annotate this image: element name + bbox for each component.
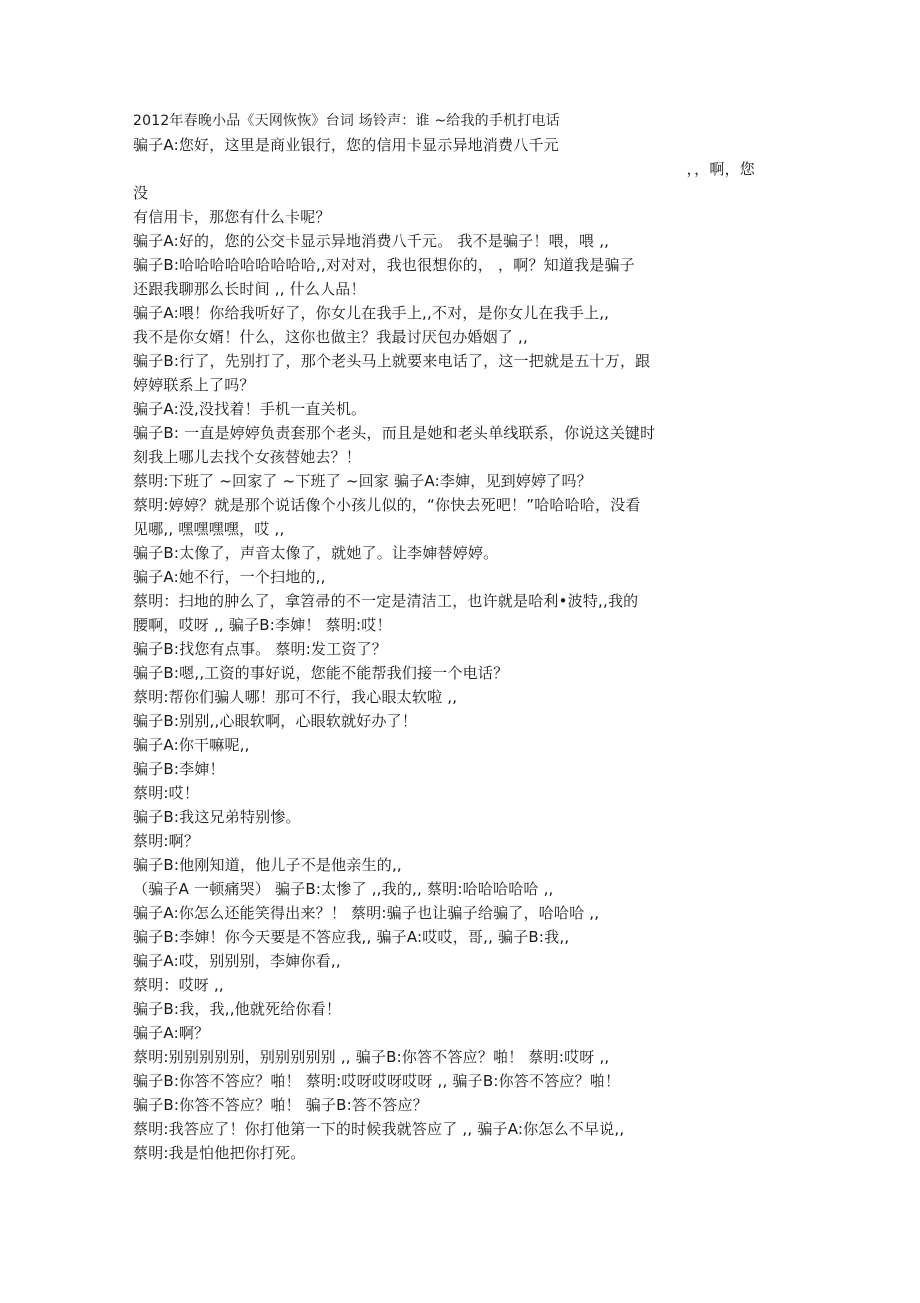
text-line: 蔡明:婷婷？就是那个说话像个小孩儿似的，“你快去死吧！”哈哈哈哈，没看 xyxy=(133,496,641,514)
text-line: 骗子B:他刚知道，他儿子不是他亲生的,, xyxy=(133,856,402,874)
document-body xyxy=(133,109,773,1165)
text-line: 骗子B:太像了，声音太像了，就她了。让李婶替婷婷。 xyxy=(133,544,499,562)
text-line: 我不是你女婿！什么，这你也做主？我最讨厌包办婚姻了 ,, xyxy=(133,328,528,346)
document-title: 2012年春晚小品《天网恢恢》台词 场铃声：谁 ~给我的手机打电话 xyxy=(133,113,560,129)
text-line: 骗子B: 一直是婷婷负责套那个老头，而且是她和老头单线联系，你说这关键时 xyxy=(133,424,656,442)
text-line: 骗子B:找您有点事。 蔡明:发工资了？ xyxy=(133,640,387,658)
text-line: 蔡明:下班了 ~回家了 ~下班了 ~回家 骗子A:李婶，见到婷婷了吗？ xyxy=(133,472,592,490)
text-line: 蔡明:啊？ xyxy=(133,832,200,850)
text-line: 骗子A:您好，这里是商业银行，您的信用卡显示异地消费八千元 xyxy=(133,136,559,154)
text-line: 骗子A:喂！你给我听好了，你女儿在我手上,,不对，是你女儿在我手上,, xyxy=(133,304,610,322)
text-line: 骗子B:行了，先别打了，那个老头马上就要来电话了，这一把就是五十万，跟 xyxy=(133,352,651,370)
text-line: 蔡明:我答应了！你打他第一下的时候我就答应了 ,, 骗子A:你怎么不早说,, xyxy=(133,1120,625,1138)
text-line: 蔡明：哎呀 ,, xyxy=(133,976,224,994)
text-line: 婷婷联系上了吗？ xyxy=(133,376,255,394)
text-line: 骗子B:李婶！你今天要是不答应我,, 骗子A:哎哎，哥,, 骗子B:我,, xyxy=(133,928,570,946)
text-line: 骗子B:嗯,,工资的事好说，您能不能帮我们接一个电话？ xyxy=(133,664,509,682)
text-line: 骗子B:我，我,,他就死给你看！ xyxy=(133,1000,342,1018)
text-line: 蔡明:我是怕他把你打死。 xyxy=(133,1144,306,1162)
text-line: 骗子B:我这兄弟特别惨。 xyxy=(133,808,301,826)
text-line: 骗子B:别别,,心眼软啊，心眼软就好办了！ xyxy=(133,712,418,730)
text-line: 骗子B:哈哈哈哈哈哈哈哈哈,,对对对，我也很想你的， ，啊？知道我是骗子 xyxy=(133,256,635,274)
text-line: 刻我上哪儿去找个女孩替她去？！ xyxy=(133,448,362,466)
text-line: 骗子B:你答不答应？啪！ 骗子B:答不答应？ xyxy=(133,1096,428,1114)
text-line: 骗子A:哎，别别别，李婶你看,, xyxy=(133,952,341,970)
text-line: 蔡明：扫地的肿么了，拿笤帚的不一定是清洁工，也许就是哈利•波特,,我的 xyxy=(133,592,639,610)
text-line: 骗子A:你干嘛呢,, xyxy=(133,736,250,754)
text-line: ，，啊，您 xyxy=(686,160,755,178)
text-line: 蔡明:帮你们骗人哪！那可不行，我心眼太软啦 ,, xyxy=(133,688,458,706)
text-line: 骗子A:啊？ xyxy=(133,1024,210,1042)
text-line: 蔡明:别别别别别，别别别别别 ,, 骗子B:你答不答应？啪！ 蔡明:哎呀 ,, xyxy=(133,1048,610,1066)
text-line: 骗子A:她不行，一个扫地的,, xyxy=(133,568,326,586)
text-line: 骗子A:你怎么还能笑得出来？！ 蔡明:骗子也让骗子给骗了，哈哈哈 ,, xyxy=(133,904,600,922)
text-line: 骗子A:好的，您的公交卡显示异地消费八千元。 我不是骗子！喂，喂 ,, xyxy=(133,232,610,250)
text-line: 没 xyxy=(133,184,149,202)
text-line: 骗子B:李婶！ xyxy=(133,760,225,778)
text-line: 还跟我聊那么长时间 ,, 什么人品！ xyxy=(133,280,366,298)
text-line: 腰啊，哎呀 ,, 骗子B:李婶！ 蔡明:哎！ xyxy=(133,616,392,634)
text-line: 骗子A:没,没找着！手机一直关机。 xyxy=(133,400,367,418)
text-line: （骗子A 一顿痛哭） 骗子B:太惨了 ,,我的,, 蔡明:哈哈哈哈哈 ,, xyxy=(133,880,554,898)
text-line: 蔡明:哎！ xyxy=(133,784,200,802)
text-line: 骗子B:你答不答应？啪！ 蔡明:哎呀哎呀哎呀 ,, 骗子B:你答不答应？啪！ xyxy=(133,1072,621,1090)
text-line: 有信用卡，那您有什么卡呢？ xyxy=(133,208,331,226)
text-line: 见哪,, 嘿嘿嘿嘿，哎 ,, xyxy=(133,520,285,538)
